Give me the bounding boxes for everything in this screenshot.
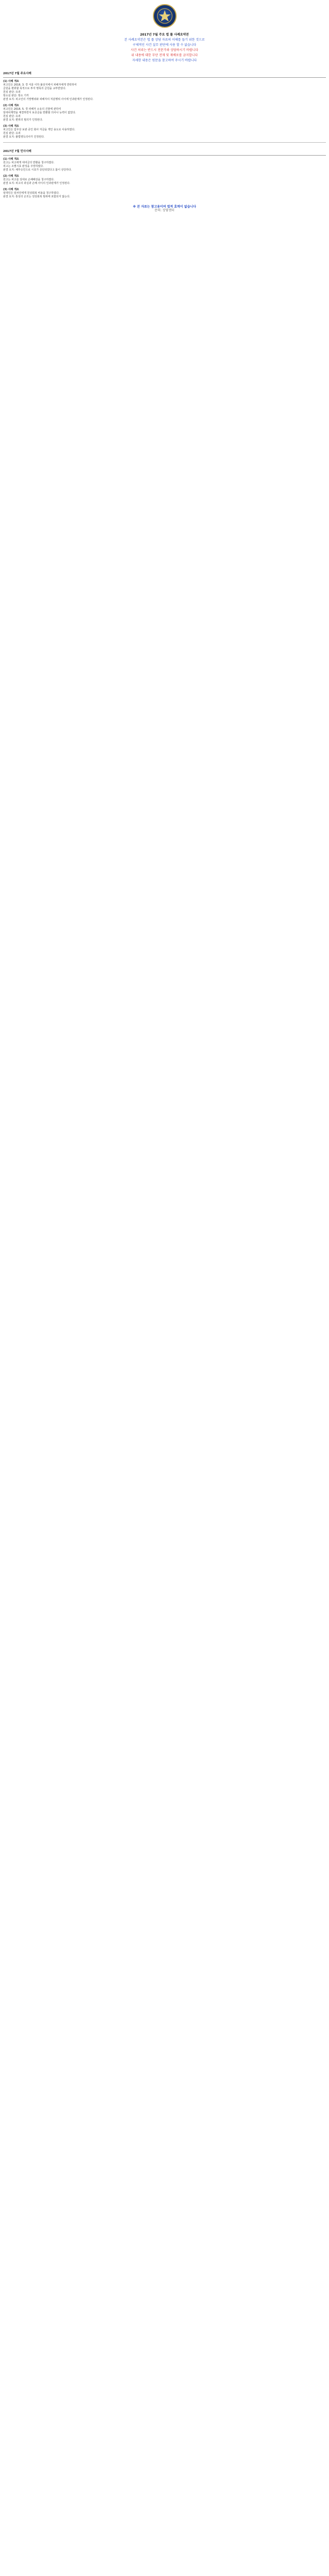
case-title: (3) 사례 개요 [3, 125, 19, 128]
case-title: (1) 사례 개요 [3, 80, 19, 83]
case-title: (1) 사례 개요 [3, 158, 19, 161]
section-criminal [3, 68, 326, 78]
intro-title: 2017년 7월 주요 법 률 사례요약본 [140, 33, 189, 37]
case-line: 판결 요지: 통상의 손모는 원상회복 범위에 포함되지 않는다. [3, 195, 71, 198]
case-title: (3) 사례 개요 [3, 188, 19, 191]
notice-text: ※ 본 자료는 참고용이며 법적 효력이 없습니다 [133, 205, 196, 209]
section-civil [3, 146, 326, 156]
case-entry [3, 188, 326, 199]
logo-wrap [0, 0, 329, 28]
case-line: 항소심 판단: 항소 기각 [3, 94, 29, 97]
case-line: 피고인은 업무상 보관 중인 회사 자금을 개인 용도로 사용하였다. [3, 128, 75, 131]
case-line: 원고는 피고에게 대여금의 반환을 청구하였다. [3, 161, 55, 164]
case-entry [3, 175, 326, 185]
notice-sub: 문의: 상담센터 [154, 209, 175, 212]
notice [0, 205, 329, 212]
case-line: 판결 요지: 편취의 범의가 인정된다. [3, 118, 43, 122]
divider [3, 142, 326, 143]
case-line: 원고는 피고를 상대로 손해배상을 청구하였다. [3, 178, 55, 181]
case-line: 임대차계약을 체결하면서 보증금을 반환할 의사나 능력이 없었다. [3, 111, 76, 114]
case-entry [3, 104, 326, 122]
case-line: 원심 판단: 유죄 [3, 91, 21, 94]
emblem-logo-icon [153, 4, 177, 28]
section-title: 2017년 7월 주요사례 [3, 68, 326, 78]
case-line: 임대인은 임차인에게 원상회복 비용을 청구하였다. [3, 192, 60, 195]
case-line: 피고인은 2016. 5. 경 피해자 소유의 건물에 관하여 [3, 108, 61, 111]
case-line: 원심 판단: 유죄 [3, 115, 21, 118]
case-line: 원심 판단: 유죄 [3, 132, 21, 135]
intro-line: 구체적인 사건 실무 판단에 사용 할 수 없습니다 [132, 43, 197, 47]
case-line: 금원을 편취할 목적으로 투자 명목의 금원을 교부받았다. [3, 87, 66, 90]
intro-line: 위 내용에 대한 무단 전재 및 재배포를 금지합니다 [131, 54, 198, 57]
case-line: 판결 요지: 채무승인으로 시효가 중단되었다고 봄이 상당하다. [3, 168, 72, 172]
case-line: 피고인은 2016. 3. 경 서울 이하 불상지에서 피해자에게 연락하여 [3, 83, 77, 87]
case-title: (2) 사례 개요 [3, 104, 19, 107]
case-line: 판결 요지: 피고인의 기망행위와 피해자의 처분행위 사이에 인과관계가 인정된다. [3, 98, 94, 101]
case-line: 피고는 소멸시효 완성을 주장하였다. [3, 165, 44, 168]
case-entry [3, 158, 326, 172]
case-entry [3, 80, 326, 101]
intro-line: 자세한 내용은 원문을 참고하여 주시기 바랍니다 [132, 59, 197, 62]
case-line: 판결 요지: 피고의 과실과 손해 사이의 인과관계가 인정된다. [3, 182, 71, 185]
case-line: 판결 요지: 불법영득의사가 인정된다. [3, 135, 45, 139]
case-title: (2) 사례 개요 [3, 175, 19, 178]
intro-line: 사건 처리는 반드시 전문가와 상담하시기 바랍니다 [130, 48, 199, 52]
case-entry [3, 125, 326, 139]
intro-line: 본 사례요약본은 법 률 상담 자료의 이해를 돕기 위한 것으로 [124, 38, 205, 42]
intro [0, 33, 329, 63]
section-title: 2017년 7월 민사사례 [3, 146, 326, 156]
